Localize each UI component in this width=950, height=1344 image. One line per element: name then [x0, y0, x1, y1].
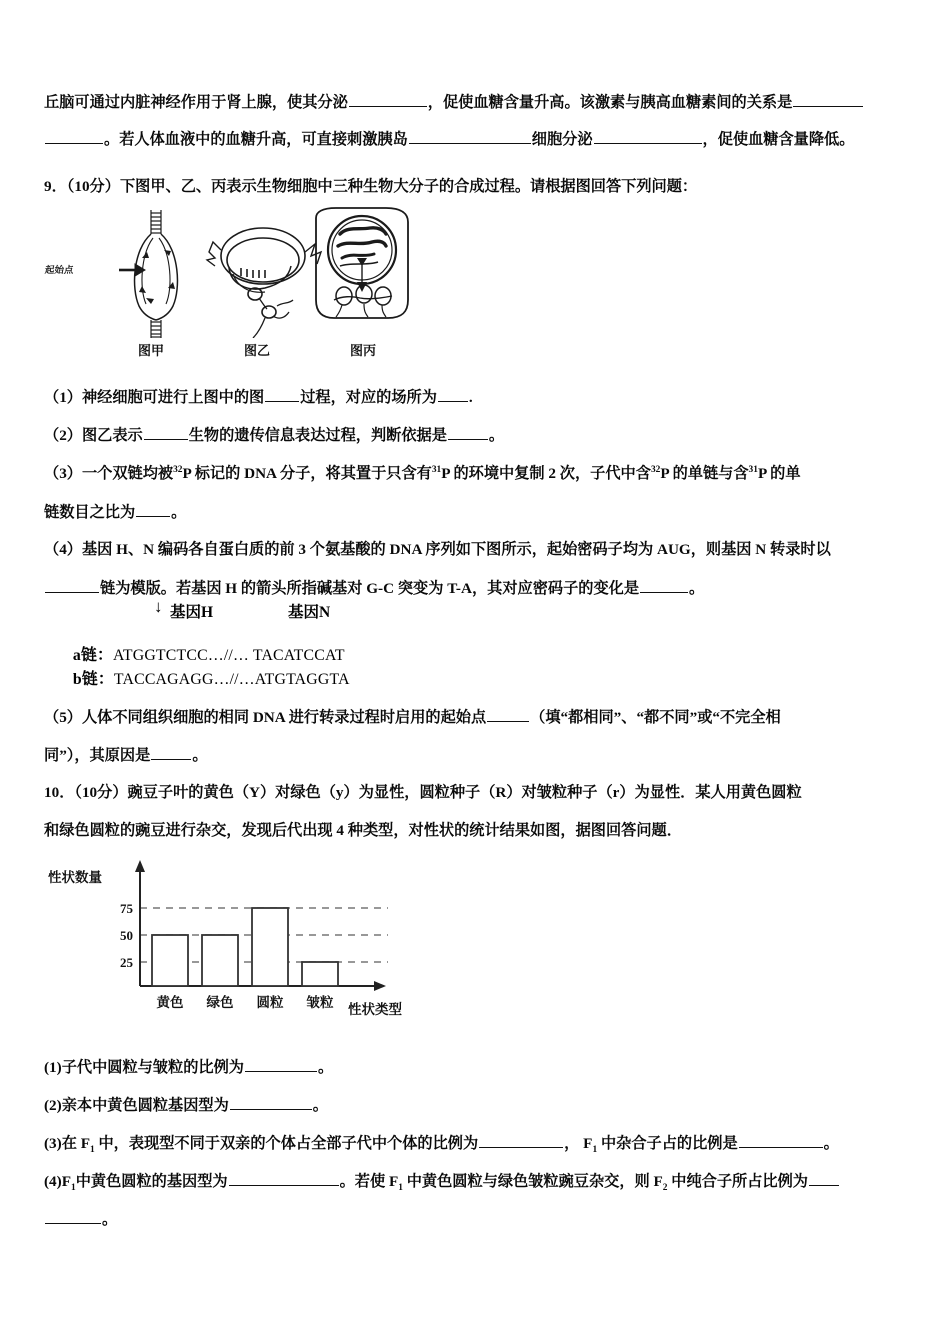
- answer-blank[interactable]: [136, 502, 170, 517]
- sub-text: F: [61, 1173, 71, 1190]
- figure-caption-jia: 图甲: [137, 343, 164, 358]
- generation-subscript: 1: [89, 1145, 95, 1156]
- figure-caption-yi: 图乙: [243, 343, 270, 358]
- question-9-sub-1: [44, 387, 473, 408]
- isotope-superscript: 31: [748, 464, 758, 475]
- sub-text: 中黄色圆粒的基因型为: [75, 1173, 228, 1190]
- question-10-sub-1: [44, 1057, 333, 1078]
- answer-blank[interactable]: [479, 1133, 563, 1148]
- sub-text: 生物的遗传信息表达过程，判断依据是: [188, 427, 447, 444]
- question-9-header: [44, 177, 697, 197]
- intro-text-1: 丘脑可通过内脏神经作用于肾上腺，使其分泌: [44, 94, 348, 111]
- answer-blank[interactable]: [739, 1133, 823, 1148]
- sub-text: 。: [192, 747, 208, 764]
- dna-strand-b-row: [48, 648, 350, 707]
- answer-blank[interactable]: [409, 129, 531, 144]
- answer-blank[interactable]: [45, 129, 103, 144]
- answer-blank[interactable]: [45, 578, 99, 593]
- sub-text: 链为模版。若基因 H 的箭头所指碱基对 G-C 突变为 T-A，其对应密码子的变化是: [100, 580, 640, 597]
- figure-jia-origin-label: 起始点: [44, 266, 74, 276]
- question-10-header: [44, 783, 802, 803]
- sub-text: 中纯合子所占比例为: [667, 1173, 808, 1190]
- sub-no: (3): [44, 1135, 62, 1152]
- question-9-sub-4-cont: [44, 578, 704, 599]
- eukaryote-cell-transcription-icon: [290, 204, 440, 334]
- gene-h-label: 基因H: [170, 604, 214, 621]
- bar-huangse: [152, 935, 188, 986]
- sub-no: (4): [44, 1173, 62, 1190]
- sub-text: P 标记的 DNA 分子，将其置于只含有: [182, 465, 432, 482]
- answer-blank[interactable]: [45, 1209, 101, 1224]
- intro-text-2: ，促使血糖含量升高。该激素与胰高血糖素间的关系是: [427, 94, 793, 111]
- sub-text: P 的环境中复制 2 次，子代中含: [441, 465, 651, 482]
- sub-text: 。: [317, 1059, 334, 1076]
- chart-category-2: 圆粒: [256, 995, 284, 1010]
- sub-text: 基因 H、N 编码各自蛋白质的前 3 个氨基酸的 DNA 序列如下图所示，起始密码子均为 AUG，则基因 N 转录时以: [81, 541, 831, 558]
- generation-subscript: 2: [662, 1183, 668, 1194]
- generation-subscript: 1: [398, 1183, 403, 1194]
- question-9-marks: （10分）: [66, 178, 120, 195]
- intro-line-2: [44, 129, 854, 150]
- question-9-sub-3: [44, 464, 801, 484]
- bar-yuanli: [252, 908, 288, 986]
- question-9-number: 9．: [44, 178, 67, 195]
- sub-text: 亲本中黄色圆粒基因型为: [61, 1097, 229, 1114]
- question-10-sub-4-cont: [44, 1209, 117, 1230]
- isotope-superscript: 32: [173, 464, 183, 475]
- sub-text: 在 F: [61, 1135, 90, 1152]
- answer-blank[interactable]: [809, 1171, 839, 1186]
- answer-blank[interactable]: [230, 1095, 312, 1110]
- sub-text: 中黄色圆粒与绿色皱粒豌豆杂交，则 F: [402, 1173, 663, 1190]
- dna-sequence-figure: [48, 597, 448, 688]
- question-9-sub-3-cont: [44, 502, 186, 523]
- sub-text: 。: [823, 1135, 839, 1152]
- sub-text: 。: [488, 427, 505, 444]
- strand-b-name: b链：: [72, 671, 114, 688]
- sub-no: （1）: [44, 389, 82, 406]
- bar-zhouli: [302, 962, 338, 986]
- gene-n-label: 基因N: [288, 604, 331, 621]
- sub-text: 链数目之比为: [44, 504, 136, 521]
- intro-text-4: 细胞分泌: [531, 131, 593, 148]
- chart-ytick-75: 75: [120, 901, 133, 916]
- trait-count-bar-chart: [48, 858, 448, 1033]
- question-9-sub-5-cont: [44, 745, 208, 766]
- generation-subscript: 1: [71, 1183, 76, 1194]
- question-9-sub-5: [44, 707, 781, 728]
- sub-no: （4）: [44, 541, 82, 558]
- sub-text: P 的单: [757, 465, 801, 482]
- answer-blank[interactable]: [144, 425, 188, 440]
- sub-no: (2): [44, 1097, 62, 1114]
- question-10-sub-3: [44, 1133, 839, 1154]
- intro-line-1: [44, 92, 864, 113]
- isotope-superscript: 32: [650, 464, 661, 475]
- sub-no: (1): [44, 1059, 62, 1076]
- answer-blank[interactable]: [245, 1057, 317, 1072]
- answer-blank[interactable]: [487, 707, 529, 722]
- answer-blank[interactable]: [640, 578, 688, 593]
- figure-row-biomolecule-synthesis: [45, 208, 485, 358]
- bar-lvse: [202, 935, 238, 986]
- strand-a-sequence: ATGGTCTCC…//… TACATCCAT: [113, 647, 345, 664]
- question-10-stem-line-2: 和绿色圆粒的豌豆进行杂交，发现后代出现 4 种类型，对性状的统计结果如图，据图回答问题．: [44, 822, 682, 839]
- answer-blank[interactable]: [349, 92, 427, 107]
- sub-text: 。: [102, 1211, 118, 1228]
- sub-no: （3）: [44, 465, 82, 482]
- sub-no: （2）: [44, 427, 82, 444]
- answer-blank[interactable]: [438, 387, 468, 402]
- mutation-arrow-icon: ↓: [154, 597, 163, 616]
- figure-caption-bing: 图丙: [349, 343, 376, 358]
- question-10-stem-line-1: 豌豆子叶的黄色（Y）对绿色（y）为显性，圆粒种子（R）对皱粒种子（r）为显性．某人用黄色圆粒: [127, 784, 802, 801]
- sub-text: 人体不同组织细胞的相同 DNA 进行转录过程时启用的起始点: [81, 709, 487, 726]
- chart-category-0: 黄色: [156, 995, 184, 1010]
- strand-b-sequence: TACCAGAGG…//…ATGTAGGTA: [113, 671, 350, 688]
- question-10-stem-line-2-wrap: [44, 821, 682, 841]
- chart-ytick-50: 50: [120, 928, 133, 943]
- isotope-superscript: 31: [431, 464, 442, 475]
- sub-text: 中杂合子占的比例是: [597, 1135, 738, 1152]
- chart-category-1: 绿色: [206, 995, 234, 1010]
- sub-text: .: [468, 389, 473, 406]
- question-10-sub-2: [44, 1095, 328, 1116]
- sub-text: 。: [312, 1097, 328, 1114]
- sub-text: 。: [171, 504, 187, 521]
- answer-blank[interactable]: [265, 387, 299, 402]
- answer-blank[interactable]: [448, 425, 488, 440]
- sub-text: 中，表现型不同于双亲的个体占全部子代中个体的比例为: [94, 1135, 479, 1152]
- answer-blank[interactable]: [229, 1171, 339, 1186]
- sub-text: 。: [689, 580, 705, 597]
- question-10-number: 10．: [44, 784, 75, 801]
- sub-text: 子代中圆粒与皱粒的比例为: [61, 1059, 244, 1076]
- strand-a-name: a链：: [72, 647, 113, 664]
- sub-text: 图乙表示: [81, 427, 143, 444]
- sub-text: 。若使 F: [339, 1173, 399, 1190]
- intro-text-3: 。若人体血液中的血糖升高，可直接刺激胰岛: [104, 131, 408, 148]
- question-9-sub-4: [44, 540, 831, 560]
- answer-blank[interactable]: [151, 745, 191, 760]
- answer-blank[interactable]: [594, 129, 702, 144]
- sub-text: P 的单链与含: [660, 465, 749, 482]
- sub-text: 同”），其原因是: [44, 747, 151, 764]
- chart-category-3: 皱粒: [306, 995, 334, 1010]
- question-10-sub-4: [44, 1171, 840, 1192]
- sub-text: 过程，对应的场所为: [300, 389, 437, 406]
- sub-text: ， F: [564, 1135, 593, 1152]
- chart-x-axis-label: 性状类型: [348, 1002, 402, 1017]
- answer-blank[interactable]: [793, 92, 863, 107]
- chart-ytick-25: 25: [120, 955, 133, 970]
- chart-y-axis-label: 性状数量: [48, 870, 102, 885]
- sub-no: （5）: [44, 709, 82, 726]
- generation-subscript: 1: [592, 1145, 598, 1156]
- sub-text: 一个双链均被: [81, 465, 174, 482]
- question-9-stem: 下图甲、乙、丙表示生物细胞中三种生物大分子的合成过程。请根据图回答下列问题：: [119, 178, 698, 195]
- question-9-sub-2: [44, 425, 504, 446]
- question-10-marks: （10分）: [74, 784, 128, 801]
- intro-text-5: ，促使血糖含量降低。: [702, 131, 855, 148]
- sub-text: 神经细胞可进行上图中的图: [81, 389, 265, 406]
- sub-text: （填“都相同”、“都不同”或“不完全相: [530, 709, 781, 726]
